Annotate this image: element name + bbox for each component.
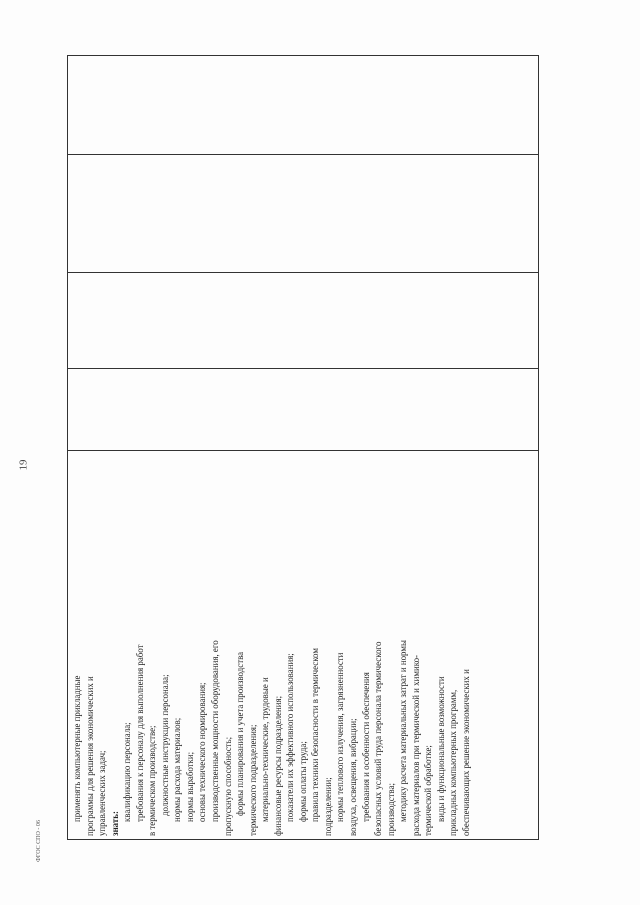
text-line: безопасных условий труда персонала термического [373,641,384,836]
text-line: формы планирования и учета производства [235,651,246,816]
text-line: методику расчета материальных затрат и нормы [398,640,409,822]
text-line: требования и особенности обеспечения [360,672,371,822]
text-line: показатели их эффективного использования; [285,653,296,822]
text-line: финансовые ресурсы подразделения; [272,695,283,836]
column-divider [68,368,538,369]
text-line: нормы выработки; [184,751,195,822]
footer-code: ФГОС СПО - 06 [35,820,42,862]
text-line: формы оплаты труда; [297,741,308,822]
text-line: управленческих задач; [97,750,108,836]
text-line: расхода материалов при термической и химико- [410,655,421,836]
column-divider [68,272,538,273]
column-divider [68,450,538,451]
text-line: квалификацию персонала; [122,722,133,822]
text-line: должностные инструкции персонала; [159,674,170,816]
text-line: обеспечивающих решение экономических и [460,669,471,836]
text-line: основы технического нормирования; [197,682,208,822]
column-divider [68,154,538,155]
text-line: нормы расхода материалов; [172,717,183,822]
page-number: 19 [17,459,30,471]
text-line: в термическом производстве; [147,725,158,836]
rotated-content [71,466,471,836]
text-line: материально-технические, трудовые и [260,677,271,822]
text-line: подразделении; [322,777,333,836]
text-line: воздуха, освещения, вибрации; [348,718,359,836]
text-line: виды и функциональные возможности [435,676,446,822]
section-heading: знать: [109,811,120,836]
text-line: термической обработке; [423,745,434,836]
competency-cell-text [71,466,473,836]
text-line: программы для решения экономических и [84,676,95,836]
text-line: прикладных компьютерных программ, [448,689,459,836]
text-line: пропускную способность; [222,736,233,836]
text-line: нормы теплового излучения, загрязненности [335,652,346,822]
text-line: производства; [385,782,396,836]
text-line: требования к персоналу для выполнения работ [134,644,145,822]
text-line: правила техники безопасности в термическом [310,648,321,822]
text-line: применять компьютерные прикладные [72,675,82,822]
text-line: термического подразделения; [247,724,258,836]
text-line: производственные мощности оборудования, его [210,640,221,822]
